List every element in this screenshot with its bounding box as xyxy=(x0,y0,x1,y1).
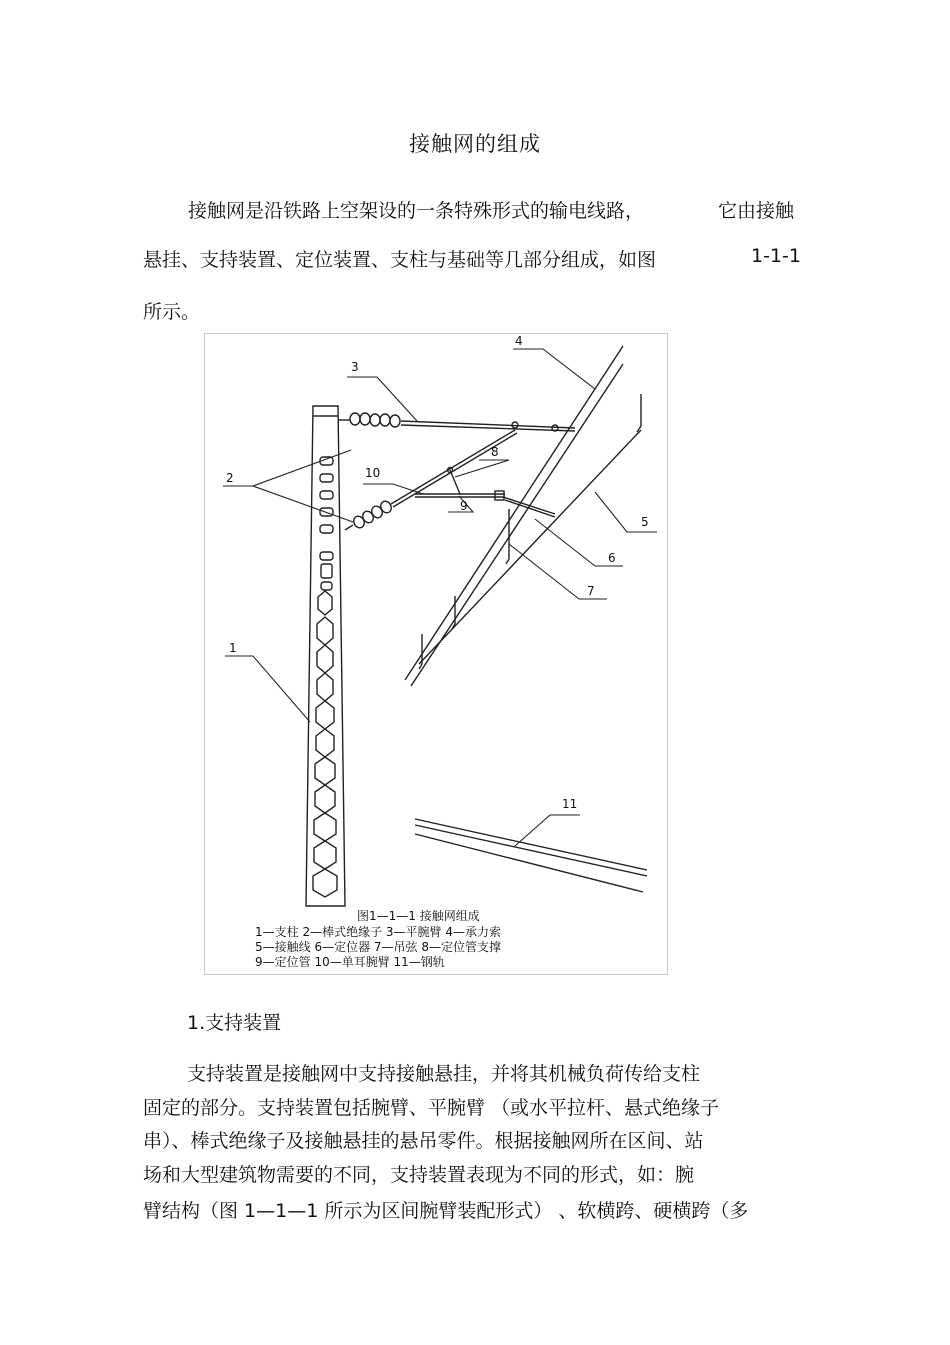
intro-line-3 xyxy=(143,297,803,324)
intro-line-2-text-a: 悬挂、支持装置、定位装置、支柱与基础等几部分组成，如图 xyxy=(143,249,657,271)
intro-line-3-text: 所示。 xyxy=(143,301,201,323)
section-1-line-5: 臂结构（图 1—1—1 所示为区间腕臂装配形式） 、软横跨、硬横跨（多 xyxy=(143,1200,749,1222)
label-1: 1 xyxy=(229,641,237,655)
section-1-line-4: 场和大型建筑物需要的不同，支持装置表现为不同的形式，如：腕 xyxy=(143,1164,695,1186)
figure-legend-line-3: 9—定位管 10—单耳腕臂 11—钢轨 xyxy=(255,955,445,969)
messenger-wire xyxy=(405,346,623,680)
catenary-figure xyxy=(204,333,668,975)
intro-line-1-text-a: 接触网是沿铁路上空架设的一条特殊形式的输电线路， xyxy=(188,200,645,222)
lower-insulator xyxy=(345,499,393,530)
label-8: 8 xyxy=(491,445,499,459)
label-3: 3 xyxy=(351,360,359,374)
intro-line-2-text-b: 1-1-1 xyxy=(751,245,801,267)
mast xyxy=(306,406,345,906)
registration-tube-support xyxy=(450,470,460,494)
label-10: 10 xyxy=(365,466,381,480)
figure-legend-line-1: 1—支柱 2—棒式绝缘子 3—平腕臂 4—承力索 xyxy=(255,925,501,939)
label-4: 4 xyxy=(515,334,523,348)
figure-legend-line-2: 5—接触线 6—定位器 7—吊弦 8—定位管支撑 xyxy=(255,940,501,954)
document-title: 接触网的组成 xyxy=(409,132,541,156)
inclined-cantilever xyxy=(391,430,515,504)
rails xyxy=(415,819,647,892)
catenary-diagram xyxy=(205,334,667,974)
intro-line-1-text-b: 它由接触 xyxy=(718,200,795,222)
label-6: 6 xyxy=(608,551,616,565)
steady-arm xyxy=(503,497,555,514)
label-11: 11 xyxy=(562,797,578,811)
horizontal-cantilever xyxy=(401,421,575,428)
upper-insulator xyxy=(338,413,400,427)
mast-holes xyxy=(313,591,337,897)
figure-caption-title: 图1—1—1 接触网组成 xyxy=(357,909,480,923)
label-5: 5 xyxy=(641,515,649,529)
section-1-line-3: 串）、棒式绝缘子及接触悬挂的悬吊零件。根据接触网所在区间、站 xyxy=(143,1130,704,1152)
mast-slots xyxy=(320,457,333,590)
section-1-line-1: 支持装置是接触网中支持接触悬挂，并将其机械负荷传给支柱 xyxy=(187,1063,701,1085)
section-1-heading: 1.支持装置 xyxy=(187,1012,282,1034)
label-2: 2 xyxy=(226,471,234,485)
section-1-line-2: 固定的部分。支持装置包括腕臂、平腕臂 （或水平拉杆、悬式绝缘子 xyxy=(143,1097,720,1119)
label-7: 7 xyxy=(587,584,595,598)
label-9: 9 xyxy=(460,499,468,513)
